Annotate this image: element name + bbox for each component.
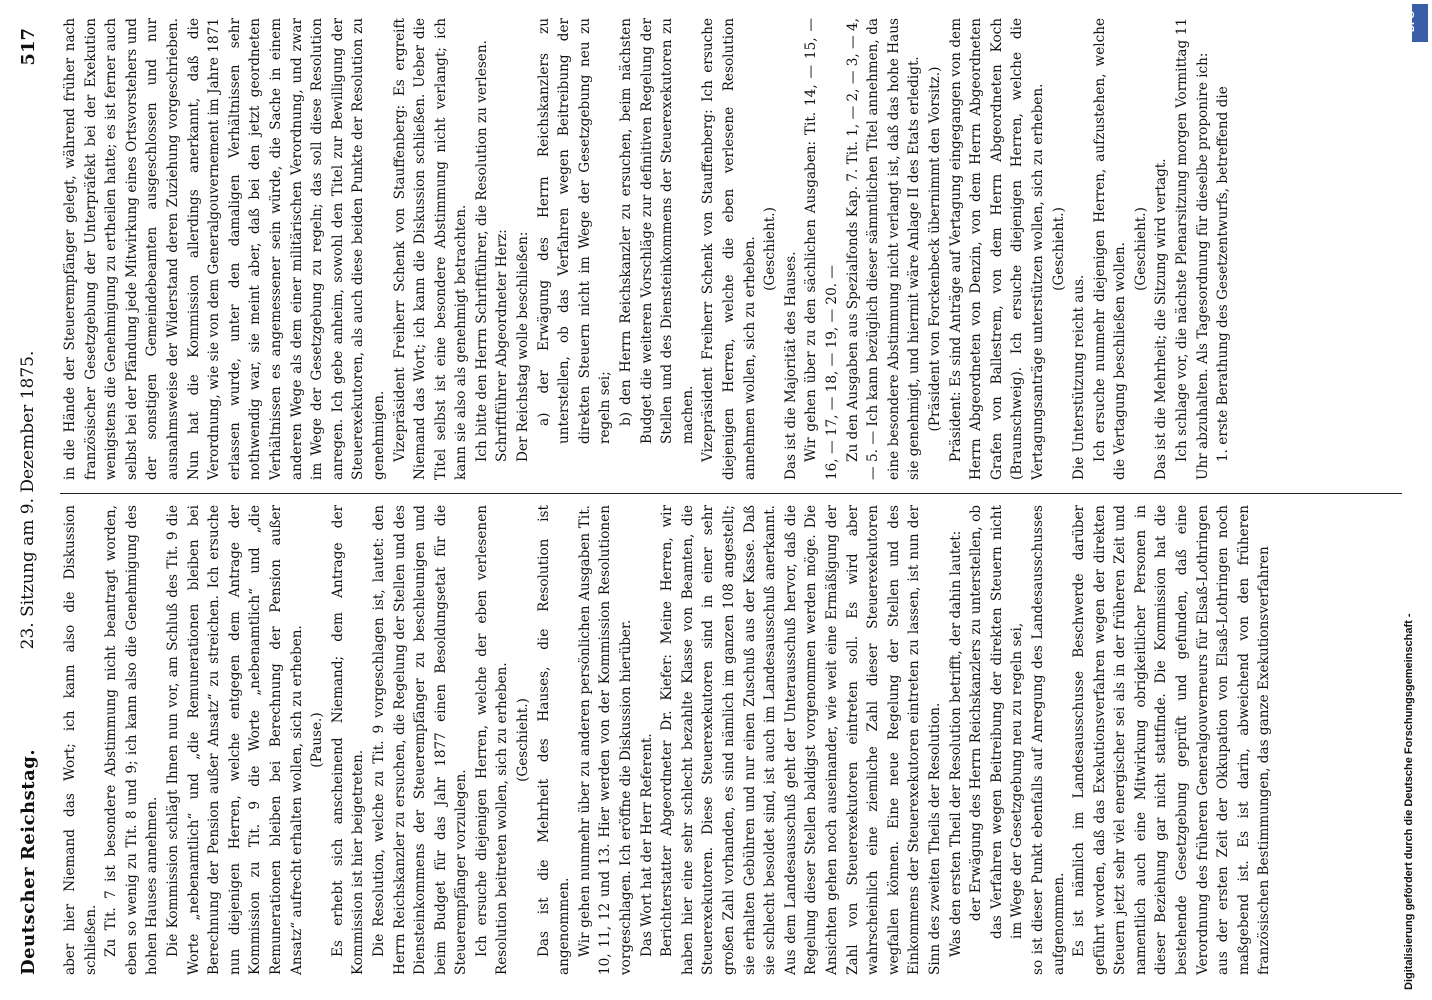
session-heading: 23. Sitzung am 9. Dezember 1875. bbox=[18, 350, 38, 650]
column-right bbox=[60, 18, 1402, 480]
speech-paragraph: Vizepräsident Freiherr Schenk von Stauffenberg: Ich ersuche diejenigen Herren, welche die eben verlesene Resolution annehmen wollen, sich zu erheben. bbox=[700, 18, 758, 480]
stage-direction: (Geschieht.) bbox=[1132, 207, 1149, 291]
dfg-logo bbox=[1406, 4, 1428, 42]
paragraph: Ich ersuche diejenigen Herren, welche der eben verlesenen Resolution beitreten wollen, sich zu erheben. bbox=[473, 505, 511, 975]
column-divider bbox=[60, 493, 1402, 494]
stage-direction: (Pause.) bbox=[309, 712, 326, 768]
paragraph: Wir gehen über zu den sächlichen Ausgaben: Tit. 14, — 15, — 16, — 17, — 18, — 19, — 20. — bbox=[803, 18, 840, 480]
resolution-item-a: a) der Erwägung des Herrn Reichskanzlers zu unterstellen, ob das Verfahren wegen Beitreibung der direkten Steuern nicht im Wege der Gesetzgebung neu zu regeln sei; bbox=[535, 18, 614, 444]
stage-direction: (Geschieht.) bbox=[762, 207, 779, 291]
stage-direction: (Präsident von Forckenbeck übernimmt den Vorsitz.) bbox=[926, 66, 943, 432]
dfg-logo-text: DFG bbox=[1406, 10, 1418, 33]
column-left bbox=[60, 505, 1402, 975]
stage-direction: (Geschieht.) bbox=[1050, 207, 1067, 291]
credit-text: Digitalisierung gefördert durch die Deutsche Forschungsgemeinschaft - bbox=[1403, 613, 1415, 990]
speech-paragraph: Präsident: Es sind Anträge auf Vertagung eingegangen von dem Herrn Abgeordneten von Denzin, von dem Herrn Abgeordneten Grafen von Ballestrem, von dem Herrn Abgeordneten Koch (Braunschweig). Ich ersuche diejenigen Herren, welche die Vertagungsanträge unterstützen wollen, sich zu erheben. bbox=[947, 18, 1046, 480]
paragraph: Die Resolution, welche zu Tit. 9 vorgeschlagen ist, lautet: den Herrn Reichskanzler zu ersuchen, die Regelung der Stellen und des Diensteinkommens der Steuerempfänger zu beschleunigen und beim Budget für das Jahr 1877 einen Besoldungsetat für die Steuerempfänger vorzulegen. bbox=[370, 505, 470, 975]
stage-direction: (Geschieht.) bbox=[515, 698, 532, 782]
paragraph: Ich schlage vor, die nächste Plenarsitzung morgen Vormittag 11 Uhr abzuhalten. Als Tagesordnung für dieselbe proponire ich: bbox=[1174, 18, 1211, 480]
publication-title: Deutscher Reichstag. bbox=[18, 748, 39, 975]
paragraph: Der Reichstag wolle beschließen: bbox=[515, 231, 532, 462]
agenda-item: 1. erste Berathung des Gesetzentwurfs, betreffend die bbox=[1215, 86, 1232, 462]
paragraph: aber hier Niemand das Wort; ich kann also die Diskussion schließen. bbox=[62, 505, 99, 975]
digitization-credit bbox=[1403, 0, 1423, 1000]
paragraph: Es erhebt sich anscheinend Niemand; dem Antrage der Kommission ist hier beigetreten. bbox=[329, 505, 367, 975]
paragraph: Das ist die Mehrheit des Hauses, die Resolution ist angenommen. bbox=[535, 505, 573, 975]
quoted-resolution: der Erwägung des Herrn Reichskanzlers zu unterstellen, ob das Verfahren wegen Beitreibung der direkten Steuern nicht im Wege der Gesetzgebung neu zu regeln sei, bbox=[968, 505, 1026, 939]
paragraph: Was den ersten Theil der Resolution betrifft, der dahin lautet: bbox=[947, 530, 964, 957]
page-number: 517 bbox=[18, 28, 39, 66]
speech-paragraph: Vizepräsident Freiherr Schenk von Stauffenberg: Es ergreift Niemand das Wort; ich kann die Diskussion schließen. Ueber die Titel selbst ist eine besondere Abstimmung nicht verlangt; ich kann sie also als genehmigt betrachten. bbox=[391, 18, 470, 480]
speaker-line: Schriftführer Abgeordneter Herz: bbox=[494, 229, 511, 462]
resolution-item-b: b) den Herrn Reichskanzler zu ersuchen, beim nächsten Budget die weiteren Vorschläge zur definitiven Regelung der Stellen und des Diensteinkommens der Steuerexekutoren zu machen. bbox=[618, 18, 696, 444]
paragraph: in die Hände der Steuerempfänger gelegt, während früher nach französischer Gesetzgebung der Unterpräfekt bei der Exekution wenigstens die Genehmigung zu ertheilen hatte; es ist ferner auch selbst bei der Pfändung jede Mitwirkung eines Ortsvorstehers und der sonstigen Gemeindebeamten ausgeschlossen und nur ausnahmsweise der Widerstand deren Zuziehung vorgeschrieben. Nun hat die Kommission allerdings anerkannt, daß die Verordnung, wie sie von dem Generalgouvernement im Jahre 1871 erlassen wurde, unter den damaligen Verhältnissen sehr nothwendig war, sie meint aber, daß bei den jetzt geordneten Verhältnissen es angemessener sein würde, die Sache in einem anderen Wege als dem einer militärischen Verordnung, und zwar im Wege der Gesetzgebung zu regeln; das soll diese Resolution anregen. Ich gebe anheim, sowohl den Titel zur Bewilligung der Steuerexekutoren, als auch diese beiden Punkte der Resolution zu genehmigen. bbox=[62, 18, 387, 480]
paragraph: Das ist die Majorität des Hauses. bbox=[782, 251, 799, 480]
paragraph: Zu Tit. 7 ist besondere Abstimmung nicht beantragt worden, eben so wenig zu Tit. 8 und 9; ich kann also die Genehmigung des hohen Hauses annehmen. bbox=[103, 505, 161, 975]
paragraph: Die Unterstützung reicht aus. bbox=[1071, 274, 1088, 480]
paragraph: Wir gehen nunmehr über zu anderen persönlichen Ausgaben Tit. 10, 11, 12 und 13. Hier werden von der Kommission Resolutionen vorgeschlagen. Ich eröffne die Diskussion hierüber. bbox=[576, 505, 635, 975]
paragraph: Ich bitte den Herrn Schriftführer, die Resolution zu verlesen. bbox=[473, 40, 490, 462]
paragraph: so ist dieser Punkt ebenfalls auf Anregung des Landesausschusses aufgenommen. bbox=[1029, 505, 1067, 975]
paragraph: Es ist nämlich im Landesausschusse Beschwerde darüber geführt worden, daß das Exekutionsverfahren wegen der direkten Steuern jetzt sehr viel energischer sei als in der früheren Zeit und namentlich auch eine Mitwirkung obrigkeitlicher Personen in dieser Beziehung gar nicht stattfinde. Die Kommission hat die bestehende Gesetzgebung geprüft und gefunden, daß eine Verordnung des früheren Generalgouverneurs für Elsaß-Lothringen aus der ersten Zeit der Okkupation von Elsaß-Lothringen noch maßgebend ist. Es ist darin, abweichend von den früheren französischen Bestimmungen, das ganze Exekutionsverfahren bbox=[1071, 505, 1273, 975]
paragraph: Ich ersuche nunmehr diejenigen Herren, aufzustehen, welche die Vertagung beschließen wollen. bbox=[1091, 18, 1129, 480]
paragraph: Zu den Ausgaben aus Spezialfonds Kap. 7. Tit. 1, — 2, — 3, — 4, — 5. — Ich kann bezüglich dieser sämmtlichen Titel annehmen, da eine besondere Abstimmung nicht verlangt ist, daß das hohe Haus sie genehmigt, und hiermit wäre Anlage II des Etats erledigt. bbox=[844, 18, 923, 480]
paragraph: Das Wort hat der Herr Referent. bbox=[638, 733, 655, 957]
paragraph: Die Kommission schlägt Ihnen nun vor, am Schluß des Tit. 9 die Worte „nebenamtlich“ und „die Remunerationen bleiben bei Berechnung der Pension außer Ansatz“ zu streichen. Ich ersuche nun diejenigen Herren, welche entgegen dem Antrage der Kommission zu Tit. 9 die Worte „nebenamtlich“ und „die Remunerationen bleiben bei Berechnung der Pension außer Ansatz“ aufrecht erhalten wollen, sich zu erheben. bbox=[164, 505, 305, 975]
page-header bbox=[18, 0, 48, 1000]
speech-paragraph: Berichterstatter Abgeordneter Dr. Kiefer: Meine Herren, wir haben hier eine sehr schlecht bezahlte Klasse von Beamten, die Steuerexekutoren. Diese Steuerexekutoren sind in einer sehr großen Zahl vorhanden, es sind nämlich im ganzen 108 angestellt; sie erhalten Gebühren und nur einen Zuschuß aus der Kasse. Daß sie schlecht besoldet sind, ist auch im Landesausschuß anerkannt. Aus dem Landesausschuß geht der Unterausschuß hervor, daß die Regelung dieser Stellen baldigst vorgenommen werden möge. Die Ansichten gehen noch auseinander, wie weit eine Ermäßigung der Zahl von Steuerexekutoren eintreten soll. Es wird aber wahrscheinlich eine ziemliche Zahl dieser Steuerexekutoren wegfallen können. Eine neue Regelung der Stellen und des Einkommens der Steuerexekutoren eintreten zu lassen, ist nun der Sinn des zweiten Theils der Resolution. bbox=[659, 505, 943, 975]
paragraph: Das ist die Mehrheit; die Sitzung wird vertagt. bbox=[1153, 158, 1170, 480]
